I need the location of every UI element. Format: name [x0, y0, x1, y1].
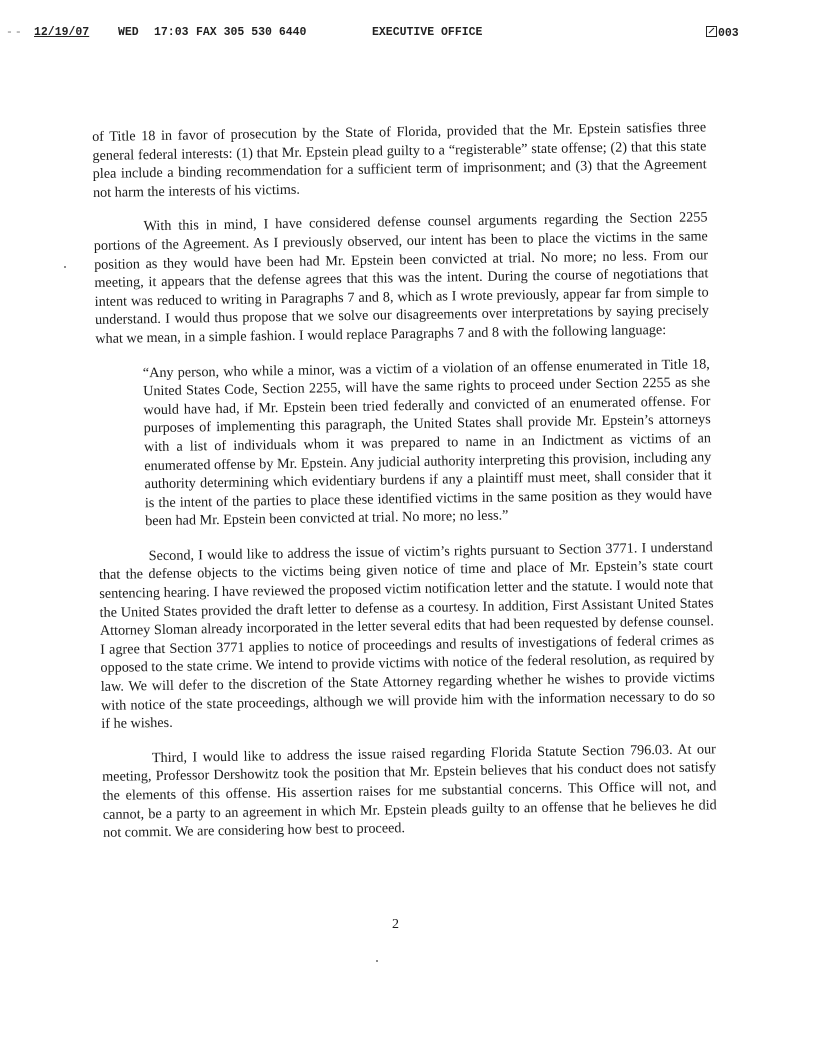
fax-page-icon	[706, 26, 717, 37]
page-number: 2	[392, 917, 399, 932]
paragraph-statute-796: Third, I would like to address the issue raised regarding Florida Statute Section 796.03. At our meeting, Professor Dershowitz took the position that Mr. Epstein believes that his conduct does not satisfy the elements of this offense. His assertion raises for me substantial concerns. This Office will not, and cannot, be a party to an agreement in which Mr. Epstein pleads guilty to an offense that he believes he did not commit. We are considering how best to proceed.	[102, 741, 717, 842]
fax-number: FAX 305 530 6440	[196, 26, 307, 39]
proposed-language-quote: “Any person, who while a minor, was a victim of a violation of an offense enumerated in Title 18, United States Code, Section 2255, will have the same rights to proceed under Section 2255 as she would have had, if Mr. Epstein been tried federally and convicted of an enumerated offense. For purposes of implementing this paragraph, the United States shall provide Mr. Epstein’s attorneys with a list of individuals whom it was prepared to name in an Indictment as victims of an enumerated offense by Mr. Epstein. Any judicial authority interpreting this provision, including any authority determining which evidentiary burdens if any a plaintiff must meet, shall consider that it is the intent of the parties to place these identified victims in the same position as they would have been had Mr. Epstein been convicted at trial. No more; no less.”	[142, 355, 712, 530]
fax-time: 17:03	[154, 26, 189, 39]
scan-speck	[376, 960, 378, 962]
fax-day: WED	[118, 26, 139, 39]
paragraph-continuation: of Title 18 in favor of prosecution by the State of Florida, provided that the Mr. Epstein satisfies three general federal interests: (1) that Mr. Epstein plead guilty to a “registerable” state offense; (2) that this state plea include a binding recommendation for a sufficient term of imprisonment; and (3) that the Agreement not harm the interests of his victims.	[92, 119, 707, 201]
fax-date: 12/19/07	[34, 26, 90, 39]
fax-page-indicator	[706, 26, 739, 40]
paragraph-section-2255: With this in mind, I have considered defense counsel arguments regarding the Section 2255 portions of the Agreement. As I previously observed, our intent has been to place the victims in the same position as they would have been had Mr. Epstein been convicted at trial. No more; no less. From our meeting, it appears that the defense agrees that this was the intent. During the course of negotiations that intent was reduced to writing in Paragraphs 7 and 8, which as I wrote previously, appear far from simple to understand. I would thus propose that we solve our disagreements over interpretations by saying precisely what we mean, in a simple fashion. I would replace Paragraphs 7 and 8 with the following language:	[93, 209, 710, 347]
fax-office: EXECUTIVE OFFICE	[372, 26, 483, 39]
fax-header	[0, 26, 816, 42]
scan-speck	[64, 266, 66, 268]
fax-page-number: 003	[718, 27, 739, 40]
fax-leading-marks: -- .	[6, 26, 42, 39]
paragraph-section-3771: Second, I would like to address the issue of victim’s rights pursuant to Section 3771. I understand that the defense objects to the victims being given notice of time and place of Mr. Epstein’s state court sentencing hearing. I have reviewed the proposed victim notification letter and the statute. I would note that the United States provided the draft letter to defense as a courtesy. In addition, First Assistant United States Attorney Sloman already incorporated in the letter several edits that had been requested by defense counsel. I agree that Section 3771 applies to notice of proceedings and results of investigations of federal crimes as opposed to the state crime. We intend to provide victims with notice of the federal resolution, as required by law. We will defer to the discretion of the State Attorney regarding whether he wishes to provide victims with notice of the state proceedings, although we will provide him with the information necessary to do so if he wishes.	[98, 539, 716, 733]
letter-body	[92, 118, 717, 842]
